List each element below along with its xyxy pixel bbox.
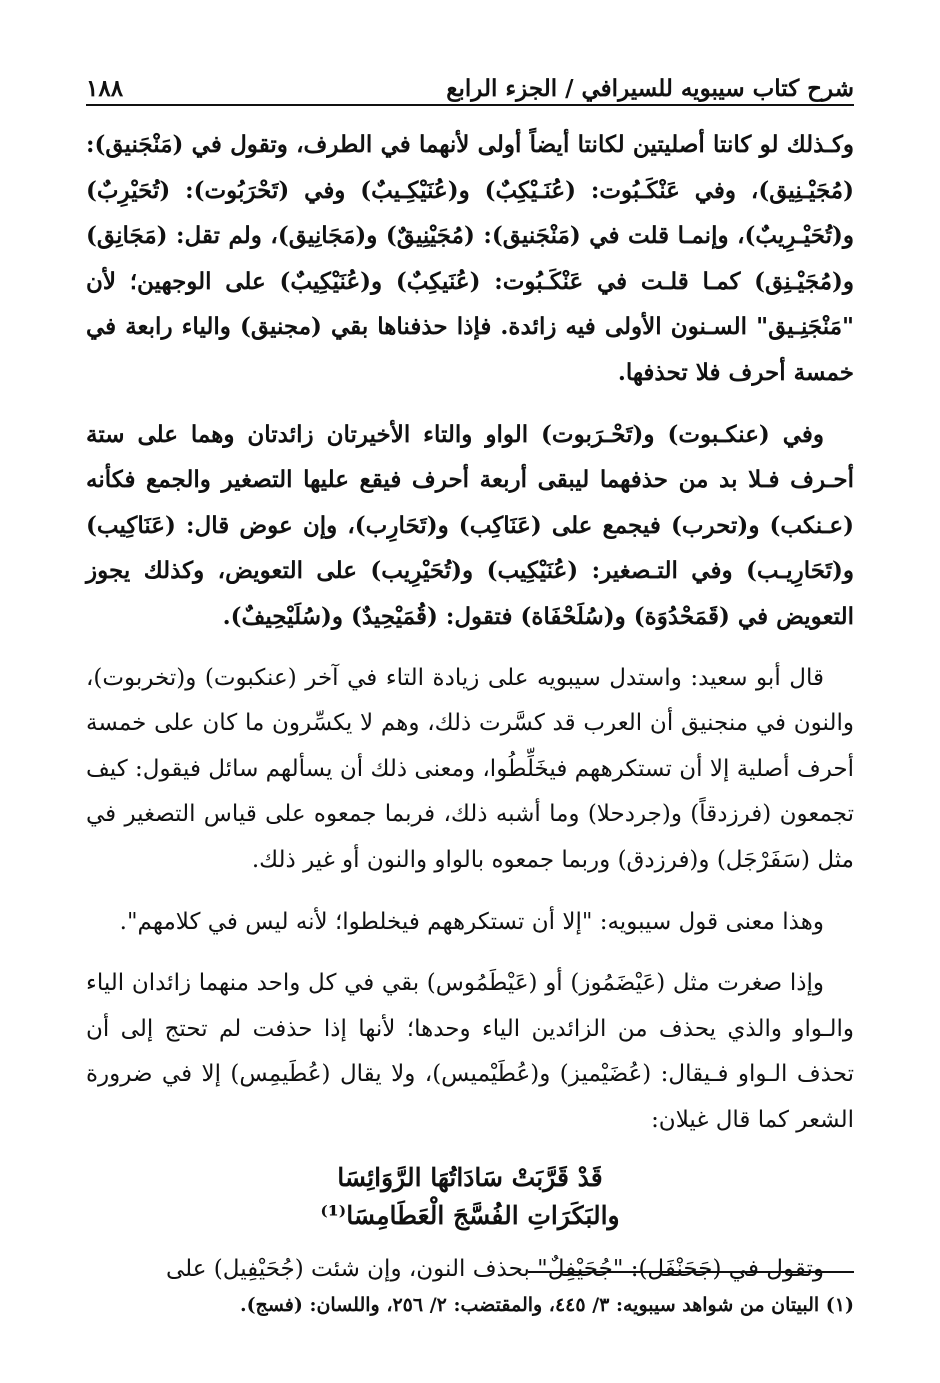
poem-verse-2: والبَكَرَاتِ الفُسَّجَ الْعَطَامِسَا⁽¹⁾ (320, 1201, 620, 1231)
footnote-rule (528, 1271, 854, 1273)
paragraph-3: قال أبو سعيد: واستدل سيبويه على زيادة التاء في آخر (عنكبوت) و(تخربوت)، والنون في منجنيق أن العرب قد كسَّرت ذلك، وهم لا يكسِّرون ما كان على خمسة أحرف أصلية إلا أن تستكرههم فيخَلِّطُوا، ومعنى ذلك أن يسألهم سائل فيقول: كيف تجمعون (فرزدقاً) و(جردحلا) وما أشبه ذلك، فربما جمعوه على قياس التصغير في مثل (سَفَرْجَل) و(فرزدق) وربما جمعوه بالواو والنون أو غير ذلك. (86, 664, 854, 873)
paragraph-1: وكـذلك لو كانتا أصليتين لكانتا أيضاً أولى لأنهما في الطرف، وتقول في (مَنْجَنيق): (مُجَيْـنِيق)، وفي عَنْكَـبُوت: (عُنَـيْكِبٌ) و(عُنَيْكِـيبٌ) وفي (تَحْرَبُوت): (تُحَيْرِبٌ) و(تُحَيْـرِيبٌ)، وإنمـا قلت في (مَنْجَنيق): (مُجَيْنِيقٌ) و(مَجَانِيق)، ولم تقل: (مَجَانِق) و(مُجَيْـنِق) كمـا قلـت في عَنْكَـبُوت: (عُنَيكِبٌ) و(عُنَيْكِيبٌ) على الوجهين؛ لأن "مَنْجَنِـيق" السـنون الأولى فيه زائدة. فإذا حذفناها بقي (مجنيق) والياء رابعة في خمسة أحرف فلا تحذفها. (86, 131, 854, 386)
paragraph-4: وهذا معنى قول سيبويه: "إلا أن تستكرههم فيخلطوا؛ لأنه ليس في كلامهم". (119, 908, 824, 935)
poem (86, 1159, 854, 1235)
paragraph-2: وفي (عنكـبوت) و(تَحْـرَبوت) الواو والتاء الأخيرتان زائدتان وهما على ستة أحـرف فـلا بد من حذفهما ليبقى أربعة أحرف فيقع عليها التصغير والجمع فكأنه (عـنكب) و(تحرب) فيجمع على (عَنَاكِب) و(تَحَارِب)، وإن عوض قال: (عَنَاكِيب) و(تَحَارِيـب) وفي التـصغير: (عُنَيْكِيب) و(تُحَيْرِيب) على التعويض، وكذلك يجوز التعويض في (قَمَحْدُوَة) و(سُلَحْفَاة) فتقول: (قُمَيْحِيدٌ) و(سُلَيْحِيفٌ). (86, 420, 854, 630)
running-title: شرح كتاب سيبويه للسيرافي / الجزء الرابع (446, 75, 854, 102)
paragraph-6: وتقول في (جَحَنْفَل): "جُحَيْفِلٌ" بحذف النون، وإن شئت (جُحَيْفِيل) على (165, 1256, 824, 1283)
poem-verse-1: قَدْ قَرَّبَتْ سَادَاتُهَا الرَّوَائِسَا (337, 1163, 603, 1193)
footnote: (١) البيتان من شواهد سيبويه: ٣/ ٤٤٥، والمقتضب: ٢/ ٢٥٦، واللسان: (فسج). (239, 1294, 854, 1316)
main-text (86, 122, 854, 1309)
header-rule (86, 104, 854, 106)
page-number: ١٨٨ (86, 75, 124, 102)
running-header (86, 58, 854, 102)
paragraph-5: وإذا صغرت مثل (عَيْضَمُوز) أو (عَيْطَمُوس) بقي في كل واحد منهما زائدان الياء والـواو والذي يحذف من الزائدين الياء وحدها؛ لأنها إذا حذفت لم تحتج إلى أن تحذف الـواو فـيقال: (عُضَيْميز) و(عُطَيْميس)، ولا يقال (عُطَيمِس) إلا في ضرورة الشعر كما قال غيلان: (86, 970, 854, 1133)
